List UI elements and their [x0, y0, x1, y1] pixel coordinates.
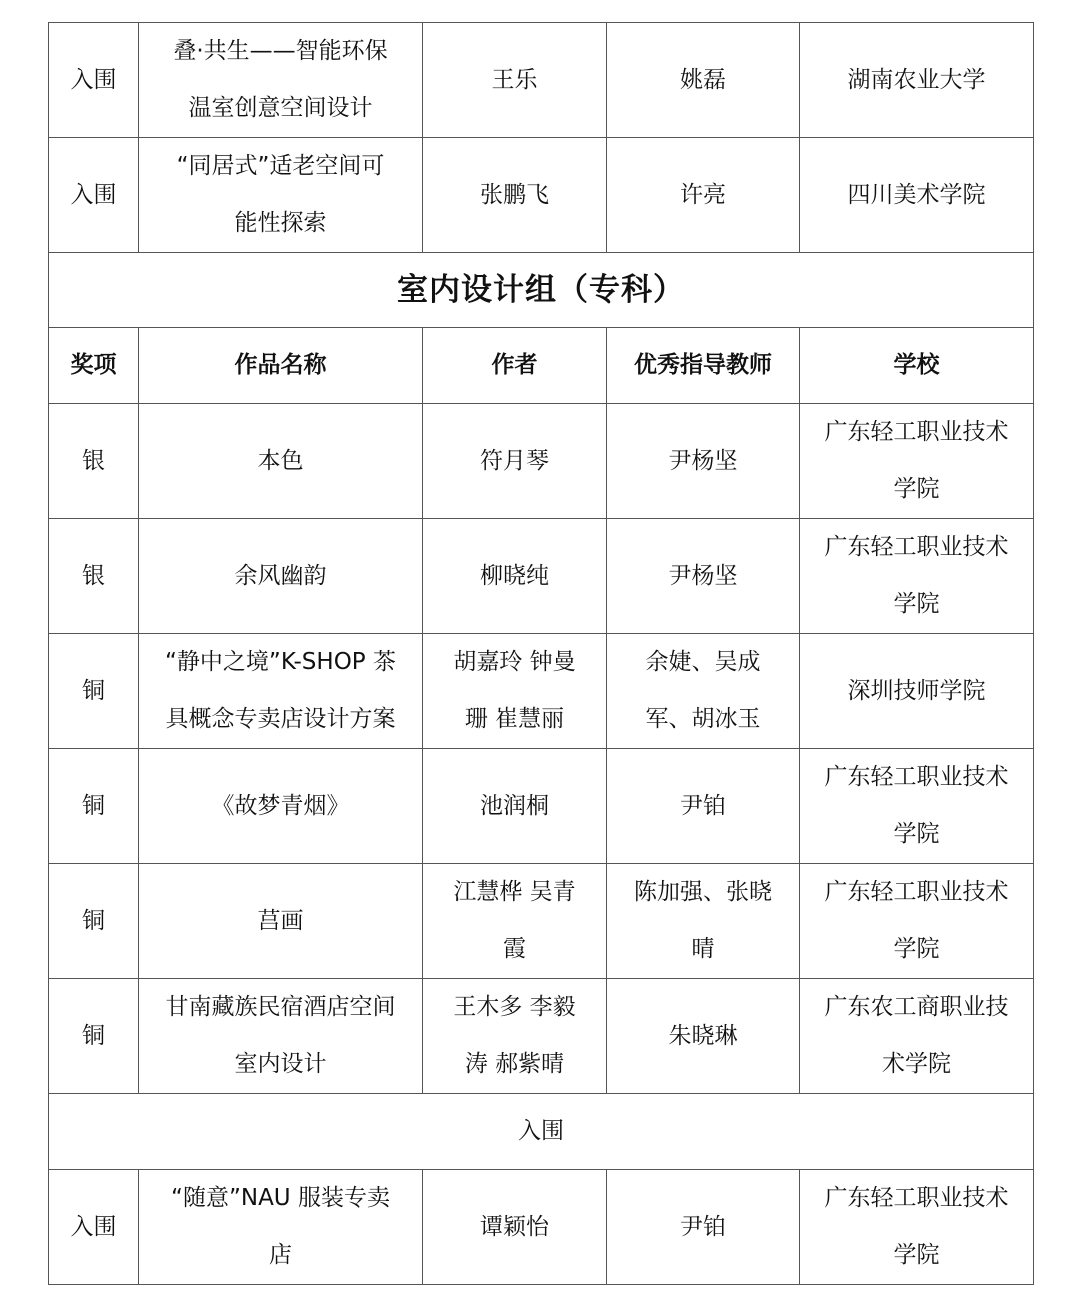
teacher-cell [607, 23, 800, 138]
school-text: 学院 [893, 936, 940, 962]
award-text: 铜 [82, 677, 105, 704]
author-cell [423, 864, 607, 979]
table-row [49, 864, 1034, 979]
award-cell [49, 634, 139, 749]
school-cell [800, 749, 1034, 864]
school-cell [800, 864, 1034, 979]
header-work: 作品名称 [139, 328, 423, 404]
school-text: 湖南农业大学 [847, 66, 986, 93]
award-cell [49, 979, 139, 1094]
teacher-text: 朱晓琳 [668, 1022, 738, 1049]
work-cell [139, 979, 423, 1094]
header-teacher: 优秀指导教师 [607, 328, 800, 404]
author-text: 胡嘉玲 钟曼 [453, 649, 576, 675]
award-text: 入围 [70, 1213, 117, 1240]
author-text: 王乐 [491, 66, 538, 93]
author-cell [423, 749, 607, 864]
work-text: 温室创意空间设计 [188, 95, 373, 121]
school-text: 学院 [893, 1242, 940, 1268]
teacher-text: 余婕、吴成 [645, 649, 761, 675]
author-cell [423, 634, 607, 749]
work-cell [139, 519, 423, 634]
work-cell [139, 864, 423, 979]
work-text: 室内设计 [234, 1051, 327, 1077]
author-text: 谭颖怡 [480, 1213, 549, 1240]
award-text: 铜 [82, 792, 105, 819]
work-text: 莒画 [257, 907, 304, 934]
work-text: 甘南藏族民宿酒店空间 [165, 994, 396, 1020]
award-text: 银 [82, 562, 105, 589]
teacher-text: 尹杨坚 [668, 447, 738, 474]
table-row [49, 519, 1034, 634]
work-text: 能性探索 [234, 210, 327, 236]
award-cell [49, 749, 139, 864]
teacher-text: 陈加强、张晓 [634, 879, 772, 905]
teacher-cell [607, 979, 800, 1094]
author-text: 符月琴 [480, 447, 549, 474]
teacher-text: 尹铂 [680, 1213, 726, 1240]
work-text: “同居式”适老空间可 [176, 153, 385, 179]
teacher-text: 军、胡冰玉 [645, 706, 761, 732]
school-text: 广东轻工职业技术 [824, 419, 1009, 445]
table-row [49, 138, 1034, 253]
author-cell [423, 979, 607, 1094]
subsection-row [49, 1094, 1034, 1170]
award-text: 铜 [82, 907, 105, 934]
teacher-text: 晴 [691, 936, 715, 962]
teacher-cell [607, 749, 800, 864]
author-text: 江慧桦 吴青 [453, 879, 576, 905]
school-text: 术学院 [882, 1051, 951, 1077]
school-text: 广东轻工职业技术 [824, 534, 1009, 560]
school-cell [800, 1170, 1034, 1285]
school-text: 广东农工商职业技 [824, 994, 1009, 1020]
author-text: 霞 [503, 936, 526, 962]
author-text: 张鹏飞 [480, 181, 549, 208]
school-text: 广东轻工职业技术 [824, 879, 1009, 905]
school-cell [800, 23, 1034, 138]
work-cell [139, 404, 423, 519]
award-table [48, 22, 1034, 1285]
teacher-text: 姚磊 [680, 66, 726, 93]
award-text: 入围 [70, 181, 117, 208]
author-text: 王木多 李毅 [453, 994, 576, 1020]
subsection-label: 入围 [49, 1094, 1034, 1170]
author-text: 涛 郝紫晴 [464, 1051, 565, 1077]
school-cell [800, 138, 1034, 253]
header-award: 奖项 [49, 328, 139, 404]
award-text: 银 [82, 447, 105, 474]
school-text: 深圳技师学院 [847, 677, 986, 704]
table-row [49, 1170, 1034, 1285]
author-cell [423, 23, 607, 138]
work-cell [139, 138, 423, 253]
award-cell [49, 1170, 139, 1285]
table-header-row [49, 328, 1034, 404]
work-cell [139, 1170, 423, 1285]
award-cell [49, 519, 139, 634]
table-row [49, 749, 1034, 864]
work-text: 店 [269, 1242, 292, 1268]
award-text: 铜 [82, 1022, 105, 1049]
teacher-cell [607, 634, 800, 749]
teacher-text: 许亮 [680, 181, 726, 208]
section-title-row [49, 253, 1034, 328]
school-text: 广东轻工职业技术 [824, 1185, 1009, 1211]
award-text: 入围 [70, 66, 117, 93]
work-text: 《故梦青烟》 [211, 792, 350, 819]
work-text: 本色 [257, 447, 304, 474]
author-cell [423, 1170, 607, 1285]
work-text: 余风幽韵 [234, 562, 327, 589]
school-text: 学院 [893, 476, 940, 502]
work-cell [139, 749, 423, 864]
award-table-page [48, 22, 1033, 1285]
school-cell [800, 979, 1034, 1094]
table-row [49, 979, 1034, 1094]
work-text: “静中之境”K-SHOP 茶 [165, 649, 396, 675]
school-cell [800, 519, 1034, 634]
author-text: 柳晓纯 [480, 562, 549, 589]
table-row [49, 23, 1034, 138]
work-text: “随意”NAU 服装专卖 [171, 1185, 390, 1211]
author-text: 珊 崔慧丽 [464, 706, 565, 732]
teacher-cell [607, 519, 800, 634]
school-text: 四川美术学院 [847, 181, 986, 208]
author-cell [423, 404, 607, 519]
award-cell [49, 864, 139, 979]
header-school: 学校 [800, 328, 1034, 404]
award-table-body [49, 23, 1034, 1285]
award-cell [49, 404, 139, 519]
teacher-cell [607, 138, 800, 253]
work-text: 具概念专卖店设计方案 [165, 706, 396, 732]
table-row [49, 404, 1034, 519]
author-text: 池润桐 [480, 792, 549, 819]
section-title: 室内设计组（专科） [49, 253, 1034, 328]
table-row [49, 634, 1034, 749]
award-cell [49, 138, 139, 253]
work-cell [139, 634, 423, 749]
school-cell [800, 634, 1034, 749]
school-text: 学院 [893, 821, 940, 847]
work-text: 叠·共生——智能环保 [173, 38, 388, 64]
teacher-cell [607, 864, 800, 979]
award-cell [49, 23, 139, 138]
teacher-text: 尹杨坚 [668, 562, 738, 589]
school-text: 学院 [893, 591, 940, 617]
school-text: 广东轻工职业技术 [824, 764, 1009, 790]
author-cell [423, 519, 607, 634]
header-author: 作者 [423, 328, 607, 404]
work-cell [139, 23, 423, 138]
author-cell [423, 138, 607, 253]
teacher-cell [607, 404, 800, 519]
teacher-cell [607, 1170, 800, 1285]
school-cell [800, 404, 1034, 519]
teacher-text: 尹铂 [680, 792, 726, 819]
